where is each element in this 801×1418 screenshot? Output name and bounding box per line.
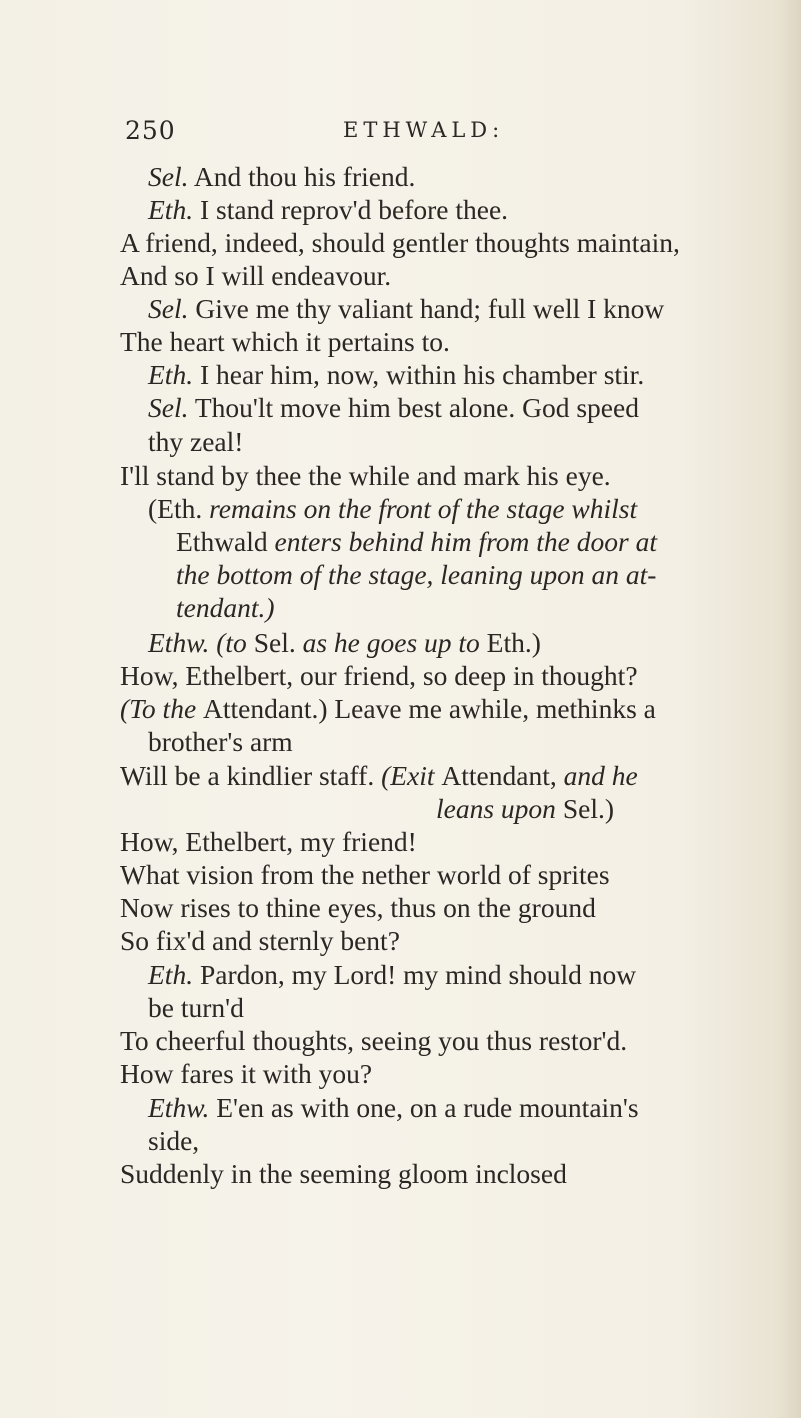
stage-text-italic: enters behind him from the door at <box>274 526 657 557</box>
line-text: To cheerful thoughts, seeing you thus restor'd. <box>120 1025 628 1056</box>
text-line <box>120 325 450 359</box>
stage-direction <box>148 492 637 526</box>
text-line <box>120 924 400 958</box>
line-text: How, Ethelbert, our friend, so deep in thought? <box>120 660 638 691</box>
page-number: 250 <box>125 116 176 145</box>
text-line <box>148 958 636 992</box>
line-text: Attendant.) Leave me awhile, methinks a <box>203 693 656 724</box>
speaker-name: Sel. <box>148 392 189 423</box>
text-line <box>148 391 639 425</box>
stage-direction <box>176 558 656 592</box>
stage-text-italic: (to <box>209 627 254 658</box>
speaker-name: Sel. <box>148 293 189 324</box>
line-text: Pardon, my Lord! my mind should now <box>193 959 637 990</box>
stage-text-italic: leans upon <box>436 793 563 824</box>
speaker-name: Ethw. <box>148 627 210 658</box>
line-text: I hear him, now, within his chamber stir. <box>193 359 645 390</box>
line-text: A friend, indeed, should gentler thoughts maintain, <box>120 227 680 258</box>
text-line <box>148 193 508 227</box>
text-line <box>148 1091 639 1125</box>
stage-text: (Eth. <box>148 493 210 524</box>
text-line <box>120 1057 372 1091</box>
text-line <box>148 160 415 194</box>
stage-direction <box>176 525 657 559</box>
line-text: Suddenly in the seeming gloom inclosed <box>120 1158 567 1189</box>
running-title: ETHWALD: <box>343 118 505 142</box>
text-line <box>148 991 244 1025</box>
line-text: side, <box>148 1125 200 1156</box>
line-text: I stand reprov'd before thee. <box>193 194 509 225</box>
line-text: Thou'lt move him best alone. God speed <box>188 392 639 423</box>
stage-text: Ethwald <box>176 526 275 557</box>
stage-text-italic: tendant.) <box>176 592 275 623</box>
text-line <box>120 659 638 693</box>
stage-text-italic: as he goes up to <box>302 627 487 658</box>
text-line <box>148 292 664 326</box>
text-line <box>148 626 541 660</box>
speaker-name: Ethw. <box>148 1092 210 1123</box>
stage-direction <box>176 591 275 625</box>
text-line <box>120 1157 567 1191</box>
line-text: be turn'd <box>148 992 244 1023</box>
text-line <box>120 1024 627 1058</box>
text-line <box>120 858 610 892</box>
line-text: Will be a kindlier staff. <box>120 760 382 791</box>
line-text: Now rises to thine eyes, thus on the ground <box>120 892 596 923</box>
stage-text: Attendant, <box>441 760 564 791</box>
text-line <box>120 459 611 493</box>
line-text: Give me thy valiant hand; full well I know <box>188 293 665 324</box>
stage-text-italic: and he <box>563 760 638 791</box>
line-text: How, Ethelbert, my friend! <box>120 826 417 857</box>
stage-text: Eth.) <box>486 627 541 658</box>
text-line <box>120 825 417 859</box>
text-line <box>120 259 391 293</box>
line-text: brother's arm <box>148 726 293 757</box>
text-line <box>120 891 596 925</box>
speaker-name: Eth. <box>148 959 194 990</box>
line-text: I'll stand by thee the while and mark his eye. <box>120 460 611 491</box>
line-text: And thou his friend. <box>188 161 416 192</box>
line-text: And so I will endeavour. <box>120 260 392 291</box>
line-text: E'en as with one, on a rude mountain's <box>209 1092 639 1123</box>
text-line <box>120 226 680 260</box>
stage-text-italic: (To the <box>120 693 204 724</box>
text-line <box>120 759 638 793</box>
speaker-name: Eth. <box>148 359 194 390</box>
speaker-name: Eth. <box>148 194 194 225</box>
text-line <box>148 1124 199 1158</box>
stage-text-italic: the bottom of the stage, leaning upon an at- <box>176 559 657 590</box>
line-text: How fares it with you? <box>120 1058 373 1089</box>
text-line <box>120 692 656 726</box>
speaker-name: Sel. <box>148 161 189 192</box>
stage-text: Sel.) <box>562 793 614 824</box>
text-line <box>148 358 644 392</box>
stage-direction <box>436 792 614 826</box>
line-text: What vision from the nether world of sprites <box>120 859 610 890</box>
line-text: The heart which it pertains to. <box>120 326 450 357</box>
line-text: thy zeal! <box>148 426 244 457</box>
stage-text: Sel. <box>253 627 303 658</box>
stage-text-italic: (Exit <box>381 760 442 791</box>
stage-text-italic: remains on the front of the stage whilst <box>209 493 638 524</box>
line-text: So fix'd and sternly bent? <box>120 925 400 956</box>
text-line <box>148 725 293 759</box>
text-line <box>148 425 243 459</box>
